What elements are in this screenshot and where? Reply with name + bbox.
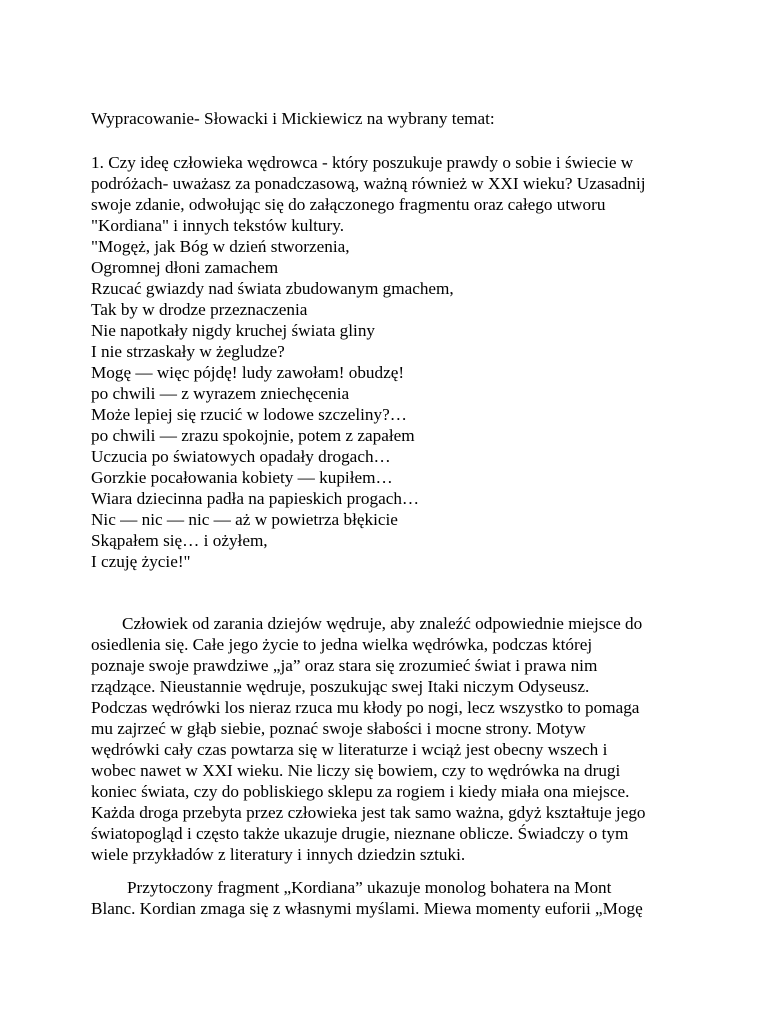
paragraph-line: koniec świata, czy do pobliskiego sklepu za rogiem i kiedy miała ona miejsce. xyxy=(91,782,630,801)
poem-line: po chwili — zrazu spokojnie, potem z zapałem xyxy=(91,426,415,445)
paragraph-line: rządzące. Nieustannie wędruje, poszukując swej Itaki niczym Odyseusz. xyxy=(91,677,590,696)
document-title: Wypracowanie- Słowacki i Mickiewicz na wybrany temat: xyxy=(91,109,495,128)
question-line: podróżach- uważasz za ponadczasową, ważną również w XXI wieku? Uzasadnij xyxy=(91,174,646,193)
poem-line: Mogę — więc pójdę! ludy zawołam! obudzę! xyxy=(91,363,405,382)
paragraph-line: Każda droga przebyta przez człowieka jest tak samo ważna, gdyż kształtuje jego xyxy=(91,803,646,822)
question-line: 1. Czy ideę człowieka wędrowca - który poszukuje prawdy o sobie i świecie w xyxy=(91,153,634,172)
poem-line: "Mogęż, jak Bóg w dzień stworzenia, xyxy=(91,237,350,256)
paragraph-line: Blanc. Kordian zmaga się z własnymi myślami. Miewa momenty euforii „Mogę xyxy=(91,899,643,918)
paragraph-line: wobec nawet w XXI wieku. Nie liczy się bowiem, czy to wędrówka na drugi xyxy=(91,761,621,780)
paragraph-line: Podczas wędrówki los nieraz rzuca mu kłody po nogi, lecz wszystko to pomaga xyxy=(91,698,640,717)
poem-line: Wiara dziecinna padła na papieskich progach… xyxy=(91,489,420,508)
paragraph-line: wędrówki cały czas powtarza się w literaturze i wciąż jest obecny wszech i xyxy=(91,740,608,759)
paragraph-line: poznaje swoje prawdziwe „ja” oraz stara się zrozumieć świat i prawa nim xyxy=(91,656,598,675)
poem-line: Może lepiej się rzucić w lodowe szczeliny?… xyxy=(91,405,407,424)
poem-line: Skąpałem się… i ożyłem, xyxy=(91,531,268,550)
poem-line: Ogromnej dłoni zamachem xyxy=(91,258,279,277)
poem-line: Uczucia po światowych opadały drogach… xyxy=(91,447,391,466)
poem-line: Nic — nic — nic — aż w powietrza błękicie xyxy=(91,510,398,529)
poem-line: Tak by w drodze przeznaczenia xyxy=(91,300,308,319)
poem-line: I nie strzaskały w żegludze? xyxy=(91,342,285,361)
poem-line: Rzucać gwiazdy nad świata zbudowanym gmachem, xyxy=(91,279,454,298)
paragraph-line: Człowiek od zarania dziejów wędruje, aby znaleźć odpowiednie miejsce do xyxy=(122,614,643,633)
paragraph-line: wiele przykładów z literatury i innych dziedzin sztuki. xyxy=(91,845,466,864)
paragraph-line: światopogląd i często także ukazuje drugie, nieznane oblicze. Świadczy o tym xyxy=(91,824,629,843)
poem-line: po chwili — z wyrazem zniechęcenia xyxy=(91,384,350,403)
question-line: swoje zdanie, odwołując się do załączonego fragmentu oraz całego utworu xyxy=(91,195,606,214)
paragraph-line: mu zajrzeć w głąb siebie, poznać swoje słabości i mocne strony. Motyw xyxy=(91,719,586,738)
poem-line: Gorzkie pocałowania kobiety — kupiłem… xyxy=(91,468,393,487)
paragraph-line: osiedlenia się. Całe jego życie to jedna wielka wędrówka, podczas której xyxy=(91,635,593,654)
poem-line: Nie napotkały nigdy kruchej świata gliny xyxy=(91,321,376,340)
poem-line: I czuję życie!" xyxy=(91,552,191,571)
paragraph-line: Przytoczony fragment „Kordiana” ukazuje monolog bohatera na Mont xyxy=(127,878,612,897)
question-line: "Kordiana" i innych tekstów kultury. xyxy=(91,216,345,235)
